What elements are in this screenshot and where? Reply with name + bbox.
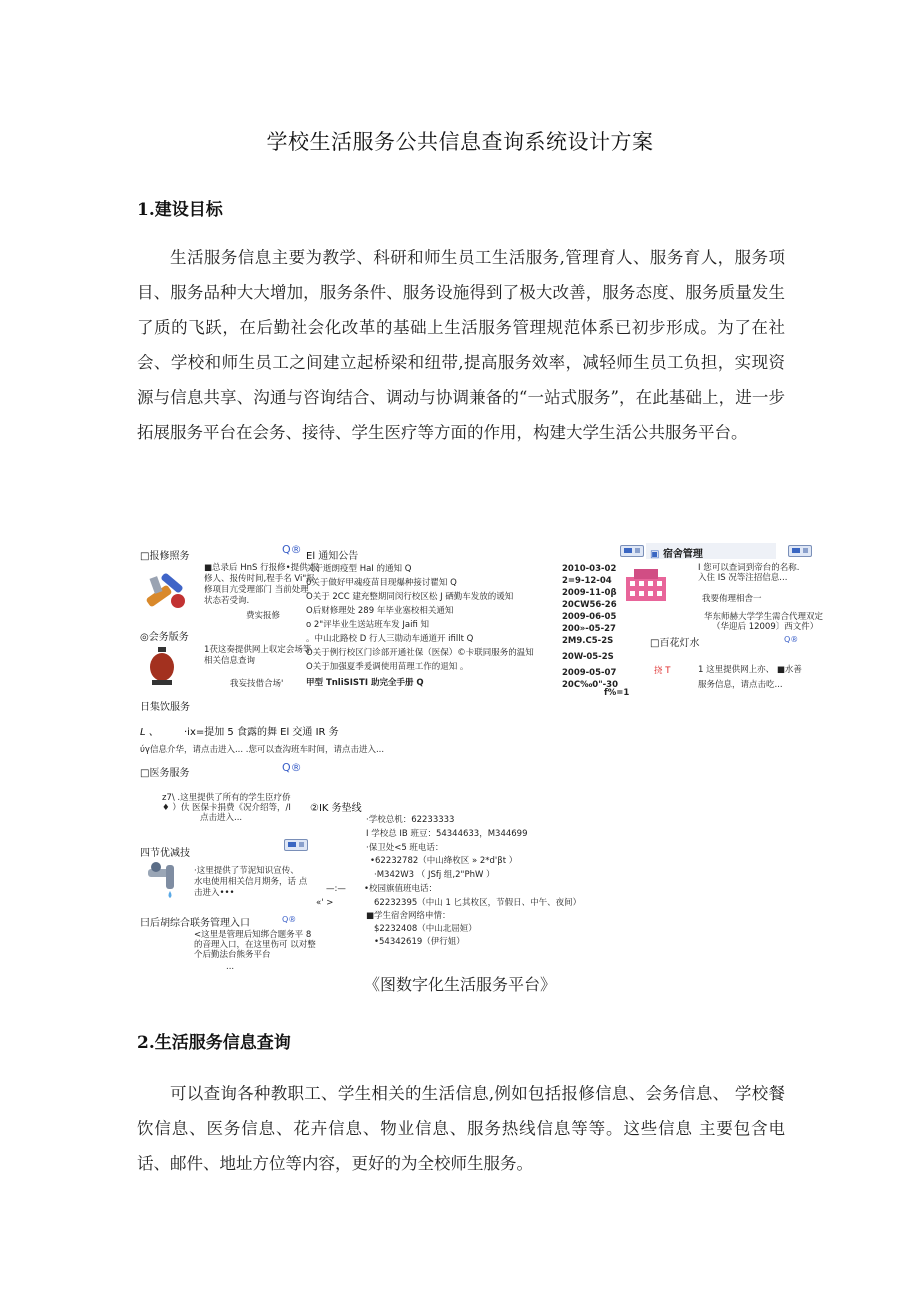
repair-desc-line4: 状态若受询. <box>204 596 250 606</box>
notice-zoom-icon[interactable]: Q® <box>282 543 302 556</box>
window-controls-icon[interactable] <box>620 545 644 557</box>
flower-mark: 挠 T <box>654 666 671 676</box>
hotline-item: $2232408（中山北屈姮） <box>374 924 477 934</box>
notice-date: 20C‰0"-30 <box>562 680 619 690</box>
dorm-building-icon <box>620 567 672 603</box>
repair-link[interactable]: 费实报修 <box>246 611 281 621</box>
notice-item[interactable]: O关于 2CC 建充整期同闵行校区松 J 硒勤车发放的谖知 <box>306 592 514 602</box>
dorm-desc-line4: 华东师赫大学学生需合代理双定 <box>704 612 824 622</box>
notice-date: 2010-03-02 <box>562 564 617 574</box>
water-tap-icon <box>144 859 184 899</box>
dorm-link[interactable]: 我要侑理相舎一 <box>702 594 762 604</box>
logistics-title[interactable]: 曰后胡综合联务管理入口 <box>140 918 250 929</box>
notice-date: 2M9.C5-2S <box>562 636 614 646</box>
flower-desc-line2: 服务信息，请点击吃... <box>698 680 783 690</box>
notice-item[interactable]: o 2"评毕业生送站班车发 Jaifi 知 <box>306 620 430 630</box>
notice-date: 20CW56-26 <box>562 600 617 610</box>
traffic-left-label: L 、 <box>140 727 159 738</box>
canteen-title[interactable]: 日集饮服务 <box>140 702 190 713</box>
dorm-title[interactable]: ▣ 宿舍管理 <box>650 549 703 560</box>
notice-date: 2009-06-05 <box>562 612 617 622</box>
medical-desc-line2: ♦ ）㐲 医保卡捐费《况介绍等，/I <box>162 803 291 813</box>
meeting-link[interactable]: 我妄技借合场' <box>230 679 284 689</box>
notice-item[interactable]: O关于加强夏季爰调使用苗理工作的退知 。 <box>306 662 469 672</box>
section2-heading: 2.生活服务信息查询 <box>137 1033 291 1053</box>
hotline-arrow: «' > <box>316 898 334 908</box>
meeting-desc-line1: 1茯这奏提供网上収定会场等 <box>204 645 312 655</box>
repair-title[interactable]: □报修照务 <box>140 551 190 562</box>
notice-date: 2=9-12-04 <box>562 576 612 586</box>
section1-heading: 1.建设目标 <box>137 200 223 220</box>
notice-item[interactable]: 。中山北路校 D 行人三勋动车通道开 ifillt Q <box>306 634 474 644</box>
hotline-item: •54342619（伊行姐） <box>374 937 465 947</box>
medical-link[interactable]: 点击进入... <box>200 813 243 823</box>
hotline-item: •校园旗值班电话： <box>364 884 438 894</box>
flower-desc-line1: 1 这里提供网上亦、 ■水善 <box>698 665 802 675</box>
figure-caption: 《图数字化生活服务平台》 <box>363 975 556 994</box>
notice-date: 20W-05-2S <box>562 652 614 662</box>
window-controls-icon[interactable] <box>788 545 812 557</box>
season-desc-line1: ·这里提供了节泥知识宣传、 <box>194 866 299 876</box>
logistics-ellipsis[interactable]: ... <box>226 962 235 972</box>
window-controls-icon[interactable] <box>284 839 308 851</box>
medical-title[interactable]: □医务服务 <box>140 768 190 779</box>
hotline-item: ·学校总机：62233333 <box>366 815 455 825</box>
page-title: 学校生活服务公共信息查询系统设计方案 <box>266 130 654 154</box>
service-platform-figure <box>138 535 824 975</box>
flower-zoom-icon[interactable]: Q® <box>784 635 799 644</box>
logistics-desc-line1: <这里是管理后知绑合题务平 8 <box>194 930 312 940</box>
notice-item[interactable]: 关于逝朗疫型 HaI 的通知 Q <box>306 564 412 574</box>
logistics-desc-line3: 个后勤法台熊务平台 <box>194 950 271 960</box>
medical-zoom-icon[interactable]: Q® <box>282 761 302 774</box>
notice-item[interactable]: 0关于做好甲魂疫苗目现爆种接讨瞿知 Q <box>306 578 457 588</box>
traffic-desc[interactable]: ύγ信息介华，请点击进入... .您可以查沟班车时间，请点击进入... <box>140 745 385 755</box>
logistics-zoom-icon[interactable]: Q® <box>282 915 297 924</box>
notice-item[interactable]: 甲型 TnliSISTI 助完全手册 Q <box>306 678 424 688</box>
dorm-desc-line5: （华迎后 12009〕西文件） <box>712 622 819 632</box>
medical-desc-line1: z7\ .这里提供了所有的学生臣疗侨 <box>162 793 291 803</box>
dorm-home-icon: ▣ <box>650 549 660 560</box>
season-desc-line2: 水电使用相关信月期务，话 点 <box>194 877 308 887</box>
meeting-desc-line2: 相关信息查询 <box>204 656 256 666</box>
dorm-desc-line2: 入住 IS 况等注招信息... <box>698 573 788 583</box>
notice-item[interactable]: O后财修理处 289 年毕业塞校相关通知 <box>306 606 454 616</box>
traffic-title[interactable]: ·ix=提加 5 食露的舞 El 交通 IR 务 <box>184 727 339 738</box>
flower-title[interactable]: □百花灯水 <box>650 638 700 649</box>
repair-desc-line3: 修项目亢受理部门 当前处理 <box>204 585 309 595</box>
repair-tools-icon <box>142 571 192 613</box>
hotline-arrow: —:— <box>326 884 346 894</box>
hotline-item: ·M342W3 （ JSfj 组,2"PhW ） <box>374 870 495 880</box>
hotline-item: ·保卫处<5 班电话： <box>366 843 444 853</box>
pager[interactable]: f%=1 <box>604 688 630 698</box>
notice-date: 200»-05-27 <box>562 624 616 634</box>
dorm-desc-line1: I 您可以查词到帝台的名称. <box>698 563 800 573</box>
season-link[interactable]: 击进入••• <box>194 888 235 898</box>
notice-date: 2009-05-07 <box>562 668 617 678</box>
hotline-item: 62232395（中山 1 匕其枚区，节假日、中午、夜间） <box>374 898 582 908</box>
section2-paragraph: 可以查询各种教职工、学生相关的生活信息,例如包括报修信息、会务信息、 学校餐饮信息、医务信息、花卉信息、物业信息、服务热线信息等等。这些信息 主要包含电话、邮件、地址方位等内容，更好的为全校师生服务。 <box>137 1084 785 1173</box>
repair-desc-line2: 修人、报传时间,程手名 Vi"报 <box>204 574 315 584</box>
repair-desc-line1: ■总录后 HnS 行报修•提供 报 <box>204 563 319 573</box>
season-title[interactable]: 四节优减技 <box>140 848 190 859</box>
section1-paragraph: 生活服务信息主要为教学、科研和师生员工生活服务,管理育人、服务育人，服务项目、服务品种大大增加，服务条件、服务设施得到了极大改善，服务态度、服务质量发生了质的飞跃，在后勤社会化改革的基础上生活服务管理规范体系已初步形成。为了在社会、学校和师生员工之间建立起桥梁和纽带,提高服务效率，减轻师生员工负担，实现资源与信息共享、沟通与咨询结合、调动与协调兼备的“一站式服务”，在此基础上，进一步拓展服务平台在会务、接待、学生医疗等方面的作用，构建大学生活公共服务平台。 <box>137 248 785 442</box>
logistics-desc-line2: 的音理入口，在这里伤可 以对整 <box>194 940 316 950</box>
meeting-title[interactable]: ◎会务版务 <box>140 632 189 643</box>
notice-date: 2009-11-0β <box>562 588 617 598</box>
hotline-title: ②IK 务垫线 <box>310 803 362 814</box>
hotline-item: •62232782（中山绛枚区 » 2*d'βt ） <box>370 856 518 866</box>
notice-item[interactable]: O关于例行校区门诊部开通社保（医保）©卡联同服务的温知 <box>306 648 534 658</box>
hotline-item: ■学生宿舍网络申情： <box>366 911 451 921</box>
hotline-item: I 学校总 IB 班豆：54344633，M344699 <box>366 829 528 839</box>
notice-title: El 通知公告 <box>306 551 359 562</box>
meeting-lantern-icon <box>144 647 180 687</box>
